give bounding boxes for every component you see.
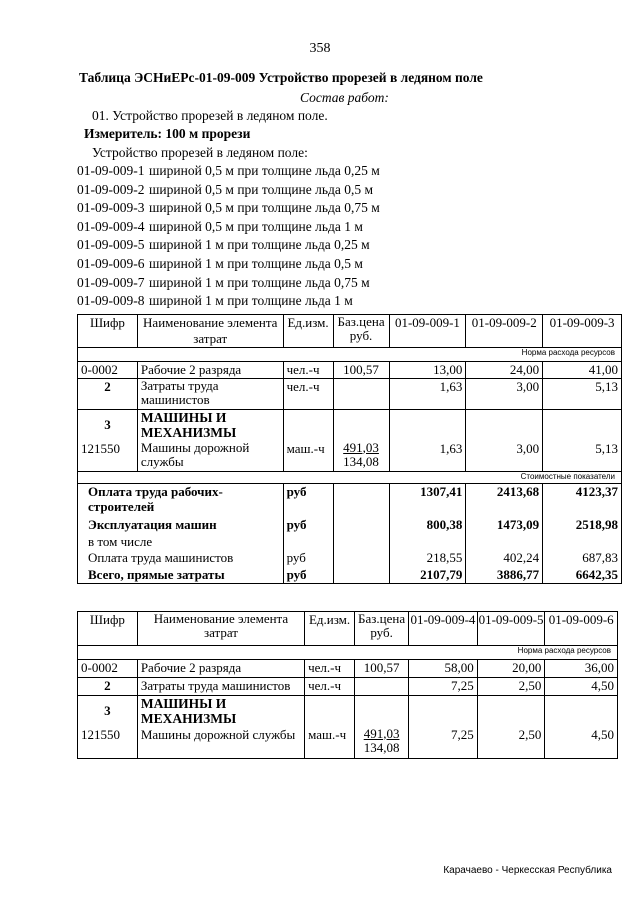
code-list-item [77,292,380,311]
code-id: 01-09-009-7 [77,274,145,290]
cell-price: 100,57 [355,660,409,678]
cell-value [389,410,466,441]
header-col-2: 01-09-009-2 [466,315,543,348]
cell-value [543,410,622,441]
cell-value [466,410,543,441]
cell-value [409,696,478,727]
cell-name: МАШИНЫ И МЕХАНИЗМЫ [137,410,283,441]
cell-name: Рабочие 2 разряда [137,660,304,678]
cell-code: 0-0002 [78,660,138,678]
cell-price: 100,57 [333,362,389,379]
header-name: Наименование элемента затрат [137,612,304,646]
price-bottom: 134,08 [343,453,379,469]
cell-code: 0-0002 [78,362,138,379]
header-name: Наименование элемента затрат [137,315,283,348]
cell-code: 121550 [78,727,138,759]
cell-value: 7,25 [409,678,478,696]
cell-unit [305,696,355,727]
code-desc: шириной 1 м при толщине льда 1 м [149,293,353,309]
table-row [78,362,622,379]
cell-value: 4,50 [545,727,618,759]
cost-name: в том числе [78,534,284,550]
code-list-item [77,274,380,293]
cell-value: 41,00 [543,362,622,379]
cell-code: 2 [78,379,138,410]
cost-price [333,484,389,517]
cell-value [545,696,618,727]
cost-row [78,484,622,517]
cell-value: 5,13 [543,441,622,472]
cost-value: 1473,09 [466,517,543,534]
code-list-item [77,218,380,237]
code-id: 01-09-009-4 [77,218,145,234]
cell-code: 121550 [78,441,138,472]
header-unit: Ед.изм. [305,612,355,646]
header-code: Шифр [78,315,138,348]
cost-row [78,517,622,534]
cost-price [333,534,389,550]
cost-unit: руб [283,517,333,534]
section-row [78,646,618,660]
cell-unit: чел.-ч [305,678,355,696]
code-id: 01-09-009-5 [77,237,145,253]
code-list-item [77,162,380,181]
table-row [78,410,622,441]
code-id: 01-09-009-1 [77,163,145,178]
cost-row [78,567,622,584]
header-col-2: 01-09-009-5 [477,612,545,646]
cell-price [355,727,409,759]
price-bottom: 134,08 [363,739,400,755]
header-unit: Ед.изм. [283,315,333,348]
header-row [78,612,618,646]
cell-unit: чел.-ч [305,660,355,678]
cost-name: Оплата труда рабочих-строителей [78,484,284,517]
section-norm: Норма расхода ресурсов [78,646,618,660]
cost-unit: руб [283,567,333,584]
table-row [78,727,618,759]
table-row [78,660,618,678]
cell-name: Рабочие 2 разряда [137,362,283,379]
cell-name: Затраты труда машинистов [137,379,283,410]
cost-value: 2518,98 [543,517,622,534]
header-col-3: 01-09-009-6 [545,612,618,646]
code-id: 01-09-009-6 [77,255,145,271]
footer-region: Карачаево - Черкесская Республика [443,865,612,876]
cell-name: Машины дорожной службы [137,727,304,759]
code-id: 01-09-009-8 [77,293,145,309]
cell-value: 2,50 [477,727,545,759]
cost-row [78,534,622,550]
composition-heading: Состав работ: [300,90,389,105]
cost-price [333,567,389,584]
resource-table-1 [77,314,622,584]
table-row [78,678,618,696]
cost-name: Оплата труда машинистов [78,550,284,567]
code-desc: шириной 0,5 м при толщине льда 0,25 м [149,163,380,178]
cell-code: 2 [78,678,138,696]
code-id: 01-09-009-3 [77,200,145,216]
price-top: 491,03 [343,439,379,455]
cell-name: Затраты труда машинистов [137,678,304,696]
table-row [78,379,622,410]
code-desc: шириной 1 м при толщине льда 0,75 м [149,274,370,290]
cell-value: 1,63 [389,441,466,472]
cost-name: Эксплуатация машин [78,517,284,534]
code-list-item [77,199,380,218]
cost-name: Всего, прямые затраты [78,567,284,584]
price-top: 491,03 [363,725,400,741]
resource-table-2 [77,611,618,759]
cell-value: 36,00 [545,660,618,678]
header-price: Баз.цена руб. [355,612,409,646]
cost-row [78,550,622,567]
table-row [78,696,618,727]
cell-value: 7,25 [409,727,478,759]
cell-value: 20,00 [477,660,545,678]
cell-unit: маш.-ч [283,441,333,472]
cell-price [333,441,389,472]
cell-value: 58,00 [409,660,478,678]
code-desc: шириной 0,5 м при толщине льда 1 м [149,218,363,234]
cell-price [355,678,409,696]
cost-price [333,550,389,567]
section-row [78,348,622,362]
cost-value: 6642,35 [543,567,622,584]
code-list [77,162,380,311]
cost-price [333,517,389,534]
cost-value: 1307,41 [389,484,466,517]
cost-value: 4123,37 [543,484,622,517]
cost-value: 402,24 [466,550,543,567]
code-desc: шириной 1 м при толщине льда 0,25 м [149,237,370,253]
cost-unit: руб [283,484,333,517]
cell-price [333,410,389,441]
cost-unit: руб [283,550,333,567]
measure-unit: Измеритель: 100 м прорези [84,126,251,141]
cell-value: 4,50 [545,678,618,696]
code-list-item [77,255,380,274]
code-desc: шириной 0,5 м при толщине льда 0,5 м [149,181,374,197]
table-title: Таблица ЭСНиЕРс-01-09-009 Устройство прорезей в ледяном поле [79,70,483,85]
cell-value: 2,50 [477,678,545,696]
cost-value: 218,55 [389,550,466,567]
code-desc: шириной 1 м при толщине льда 0,5 м [149,255,363,271]
code-id: 01-09-009-2 [77,181,145,197]
cost-value: 2413,68 [466,484,543,517]
code-desc: шириной 0,5 м при толщине льда 0,75 м [149,200,380,216]
section-cost: Стоимостные показатели [78,472,622,484]
codes-intro: Устройство прорезей в ледяном поле: [92,145,308,160]
cell-name: Машины дорожной службы [137,441,283,472]
cost-value [543,534,622,550]
cell-unit: чел.-ч [283,379,333,410]
cell-value [477,696,545,727]
cell-value: 5,13 [543,379,622,410]
code-list-item [77,181,380,200]
cost-value: 800,38 [389,517,466,534]
section-norm: Норма расхода ресурсов [78,348,622,362]
cell-value: 1,63 [389,379,466,410]
cell-value: 13,00 [389,362,466,379]
cell-value: 3,00 [466,379,543,410]
cell-unit: чел.-ч [283,362,333,379]
cell-unit [283,410,333,441]
header-col-1: 01-09-009-1 [389,315,466,348]
section-row [78,472,622,484]
cost-unit [283,534,333,550]
cell-value: 3,00 [466,441,543,472]
header-col-1: 01-09-009-4 [409,612,478,646]
cell-value: 24,00 [466,362,543,379]
header-row [78,315,622,348]
cell-unit: маш.-ч [305,727,355,759]
cost-value: 2107,79 [389,567,466,584]
page-number: 358 [309,41,331,56]
cell-name: МАШИНЫ И МЕХАНИЗМЫ [137,696,304,727]
cost-value: 687,83 [543,550,622,567]
composition-item: 01. Устройство прорезей в ледяном поле. [92,108,328,123]
cell-code: 3 [78,696,138,727]
cell-price [333,379,389,410]
header-price: Баз.цена руб. [333,315,389,348]
table-row [78,441,622,472]
cost-value: 3886,77 [466,567,543,584]
cost-value [389,534,466,550]
header-col-3: 01-09-009-3 [543,315,622,348]
cell-price [355,696,409,727]
cell-code: 3 [78,410,138,441]
header-code: Шифр [78,612,138,646]
cost-value [466,534,543,550]
code-list-item [77,236,380,255]
